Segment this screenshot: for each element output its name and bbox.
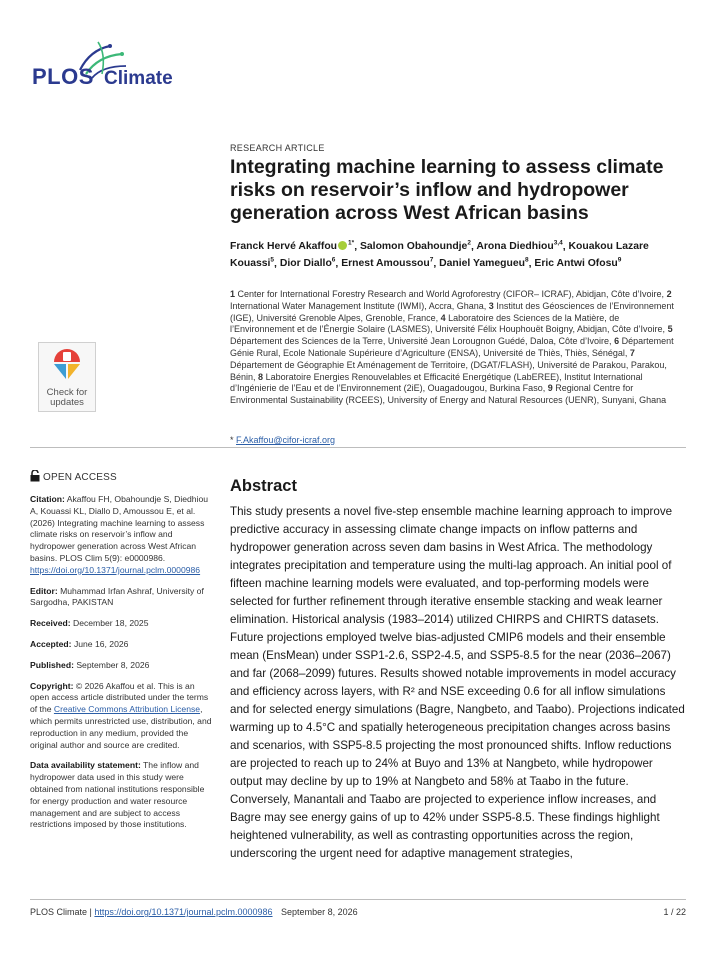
- logo-plos-text: PLOS: [32, 64, 94, 89]
- affiliation-text: Département Génie Rural, Ecole Nationale Supérieure d’Agriculture (ENSA), Université de Thiès, Thiès, Sénégal,: [230, 336, 674, 358]
- plos-climate-logo: [32, 40, 222, 100]
- crossmark-icon: [52, 347, 82, 381]
- check-for-updates-badge[interactable]: [38, 342, 96, 412]
- corresponding-author: [230, 435, 686, 445]
- affiliation-text: Regional Centre for Environmental Sustainability (RCEES), University of Energy and Natural Resources (UENR), Sunyani, Ghana: [230, 383, 667, 406]
- footer-journal: PLOS Climate: [30, 907, 88, 917]
- affiliation-number: 7: [629, 347, 635, 358]
- author-affiliation-sup: 6: [331, 256, 336, 264]
- footer-doi-link[interactable]: https://doi.org/10.1371/journal.pclm.0000986: [94, 907, 273, 917]
- author-affiliation-sup: 9: [617, 256, 622, 264]
- copyright-label: Copyright:: [30, 680, 74, 691]
- affiliation-text: Département de Géographie Et Aménagement de Territoire, (DGAT/FLASH), Université de Parakou, Parakou, Bénin,: [230, 359, 667, 382]
- affiliation-number: 8: [258, 371, 264, 382]
- accepted-block: [30, 639, 212, 651]
- received-label: Received:: [30, 618, 71, 629]
- citation-text: Akaffou FH, Obahoundje S, Diedhiou A, Kouassi KL, Diallo D, Amoussou E, et al. (2026) Integrating machine learning to assess climate risks on reservoir’s inflow and hydropower generation across West African basins. PLOS Clim 5(9): e0000986.: [30, 494, 209, 563]
- citation-block: [30, 494, 212, 577]
- author: [230, 241, 354, 252]
- citation-doi-link[interactable]: https://doi.org/10.1371/journal.pclm.0000986: [30, 564, 201, 575]
- author-affiliation-sup: 1*: [348, 240, 355, 247]
- affiliation-text: International Water Management Institute (IWMI), Accra, Ghana,: [230, 300, 487, 311]
- data-availability-block: [30, 760, 212, 831]
- license-link[interactable]: Creative Commons Attribution License: [53, 704, 201, 715]
- abstract-body: This study presents a novel five-step ensemble machine learning approach to improve predictive accuracy in assessing climate change impacts on inflow patterns and hydropower generation across seven dam basins in West Africa. The methodology integrates precipitation and temperature using the multi-lag approach. An initial pool of fifteen machine learning models were evaluated, and top-performing models were selected for further refinement through iterative ensemble stacking and weak learner elimination. Historical analysis (1983–2014) utilized CHIRPS and CHIRTS datasets. Future projections employed twelve bias-adjusted CMIP6 models and their ensemble mean (EnsMean) under SSP1-2.6, SSP2-4.5, and SSP5-8.5 for the near (2036–2067) and far (2068–2099) futures. Results showed notable improvements in model accuracy and efficiency across layers, with R² and NSE exceeding 0.6 for all inflow simulations and for selected energy simulations (Bagre, Nangbeto, and Taabo). Projections indicated warming up to 4.5°C and spatially heterogeneous precipitation changes across basins and scenarios, with SSP5-8.5 projecting the most pronounced shifts. Inflow reductions are projected to reach up to 24% at Buyo and 13% at Nangbeto, while hydropower output may decline by up to 19% at Nangbeto and 58% at Taabo in the future. Conversely, Manantali and Taabo are projected to experience inflow increases, and Bagre may see energy gains of up to 42% under SSP5-8.5. These findings highlight heightened vulnerability, as well as contrasting opportunities across the region, underscoring the urgent need for adaptive management strategies,: [230, 505, 685, 860]
- author-name: Daniel Yamegueu: [439, 258, 525, 270]
- footer-date: September 8, 2026: [281, 907, 358, 917]
- author: [534, 258, 621, 269]
- affiliation-number: 9: [547, 383, 553, 394]
- copyright-text-post: , which permits unrestricted use, distribution, and reproduction in any medium, provided the original author and source are credited.: [30, 704, 212, 750]
- received-block: [30, 618, 212, 630]
- affiliation-number: 6: [614, 336, 620, 347]
- author: [341, 258, 433, 269]
- accepted-label: Accepted:: [30, 638, 72, 649]
- editor-text: Muhammad Irfan Ashraf, University of Sargodha, PAKISTAN: [30, 585, 204, 608]
- footer-separator: |: [89, 907, 92, 917]
- editor-label: Editor:: [30, 585, 58, 596]
- orcid-icon[interactable]: [338, 241, 347, 250]
- author-list: Franck Hervé Akaffou $^{1*}$, Salomon Obahoundje$^2$, Arona Diedhiou$^{3,4}$, Kouakou Lazare Kouassi$^5$, Dior Diallo$^6$, Ernest Amoussou$^7$, Daniel Yamegueu$^8$, Eric Antwi Ofosu$^9$: [230, 240, 649, 270]
- corresponding-marker: *: [230, 435, 234, 445]
- data-availability-label: Data availability statement:: [30, 760, 141, 771]
- open-access-label: [30, 470, 212, 484]
- page-number: 1 / 22: [663, 907, 686, 917]
- author: [476, 241, 562, 252]
- author-affiliation-sup: 7: [429, 256, 434, 264]
- citation-label: Citation:: [30, 494, 65, 504]
- affiliation-number: 5: [667, 324, 673, 335]
- author-affiliation-sup: 5: [270, 256, 275, 264]
- footer-divider: [30, 899, 686, 900]
- received-date: December 18, 2025: [73, 618, 149, 629]
- author-name: Kouakou Lazare Kouassi: [230, 241, 649, 270]
- author-affiliation-sup: 8: [525, 256, 529, 264]
- affiliation-number: 3: [488, 300, 494, 311]
- logo-wordmark: [32, 64, 173, 90]
- author-name: Ernest Amoussou: [341, 258, 430, 270]
- editor-block: [30, 586, 212, 610]
- open-access-text: OPEN ACCESS: [43, 472, 117, 483]
- header-divider: [30, 447, 686, 448]
- abstract-heading: Abstract: [230, 477, 297, 495]
- page-footer: [30, 907, 686, 917]
- author: [439, 258, 528, 269]
- author-affiliation-sup: 3,4: [553, 240, 563, 247]
- data-availability-text: The inflow and hydropower data used in this study were obtained from national institutions responsible for energy production and water resource management and are subject to access restrictions imposed by those institutions.: [30, 760, 205, 830]
- affiliation-text: Laboratoire Energies Renouvelables et Efficacité Energétique (LabEREE), Institut International d’Ingénierie de l’Eau et de l’Environnement (2iE), Ouagadougou, Burkina Faso,: [230, 371, 643, 394]
- affiliation-text: Laboratoire des Sciences de la Matière, de l’Environnement et de l’Énergie Solaire (LASMES), Université Félix Houphouët Boigny, Abidjan, Côte d’Ivoire,: [230, 312, 666, 335]
- affiliations: [230, 289, 686, 407]
- open-lock-icon: [30, 470, 40, 482]
- affiliation-number: 2: [666, 289, 672, 299]
- accepted-date: June 16, 2026: [73, 638, 129, 649]
- author-name: Eric Antwi Ofosu: [534, 258, 618, 270]
- affiliation-number: 1: [230, 289, 236, 299]
- article-metadata: [30, 494, 212, 840]
- affiliation-text: Institut des Géosciences de l’Environnement (IGE), Université Grenoble Alpes, Grenoble, France,: [230, 300, 674, 323]
- crossmark-label-1: Check for: [46, 387, 88, 398]
- published-date: September 8, 2026: [76, 659, 150, 670]
- copyright-block: [30, 681, 212, 752]
- affiliation-number: 4: [440, 312, 446, 323]
- author: [360, 241, 471, 252]
- author-name: Arona Diedhiou: [476, 241, 554, 253]
- published-block: [30, 660, 212, 672]
- published-label: Published:: [30, 659, 74, 670]
- logo-journal-text: Climate: [104, 68, 173, 89]
- author: [280, 258, 336, 269]
- author-name: Dior Diallo: [279, 258, 332, 270]
- copyright-text-pre: © 2026 Akaffou et al. This is an open access article distributed under the terms of the: [30, 680, 209, 715]
- article-title: Integrating machine learning to assess climate risks on reservoir’s inflow and hydropower generation across West African basins: [230, 156, 664, 224]
- corresponding-email-link[interactable]: F.Akaffou@cifor-icraf.org: [236, 435, 336, 445]
- author-name: Salomon Obahoundje: [359, 241, 468, 253]
- affiliation-text: Département des Sciences de la Terre, Université Jean Lorougnon Guédé, Daloa, Côte d’Ivoire,: [230, 336, 612, 347]
- affiliation-text: Center for International Forestry Research and World Agroforestry (CIFOR– ICRAF), Abidjan, Côte d’Ivoire,: [237, 289, 665, 299]
- author-affiliation-sup: 2: [467, 240, 471, 247]
- crossmark-label-2: updates: [50, 397, 84, 408]
- author-name: Franck Hervé Akaffou: [230, 241, 338, 253]
- article-type: RESEARCH ARTICLE: [230, 143, 325, 153]
